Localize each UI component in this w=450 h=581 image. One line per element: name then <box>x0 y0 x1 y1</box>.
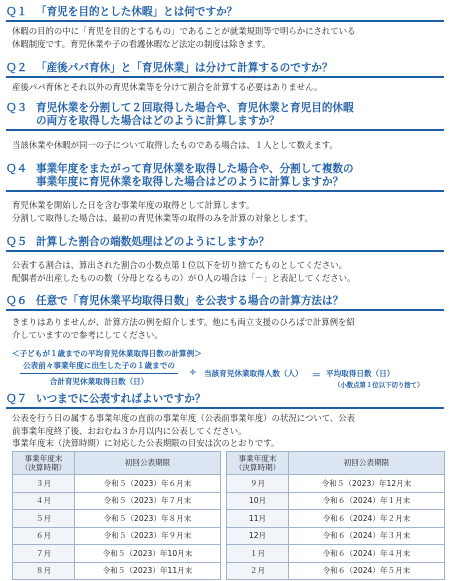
answer-6-line: 介していますので参考にしてください。 <box>12 329 163 340</box>
month-cell: ２月 <box>227 562 289 580</box>
fiscal-year-end-header <box>227 452 289 475</box>
month-cell: １月 <box>227 545 289 563</box>
answer-3-line: 当該休業や休暇が同一の子について取得したものである場合は、１人として数えます。 <box>12 140 338 150</box>
deadline-cell: 令和６（2024）年４月末 <box>289 545 445 563</box>
month-cell: ５月 <box>13 510 75 528</box>
month-cell: 11月 <box>227 510 289 528</box>
answer-7-line: 公表を行う日の属する事業年度の直前の事業年度（公表前事業年度）の状況について、公表 <box>12 413 356 423</box>
question-2-heading <box>6 62 444 78</box>
answer-2 <box>12 81 444 94</box>
answer-6-line: きまりはありませんが、計算方法の例を紹介します。他にも両立支援のひろばで計算例を紹 <box>12 317 355 327</box>
deadline-cell: 令和５（2023）年10月末 <box>75 545 221 563</box>
month-cell: ９月 <box>227 475 289 493</box>
table-row <box>13 527 445 545</box>
answer-3 <box>12 139 444 152</box>
question-2-title: 「産後パパ育休」と「育児休業」は分けて計算するのですか？ <box>36 62 333 74</box>
answer-1 <box>12 25 444 50</box>
deadline-header: 初回公表期限 <box>289 452 445 475</box>
formula-result: 平均取得日数（日） <box>326 369 395 378</box>
answer-7-line: 前事業年度終了後、おおむね３か月以内に公表してください。 <box>12 425 247 436</box>
question-3-number: Ｑ３ <box>6 102 28 114</box>
question-3-title-line: の両方を取得した場合はどのように計算しますか？ <box>36 115 280 127</box>
answer-4-line: 育児休業を開始した日を含む事業年度の取得として計算します。 <box>12 200 255 210</box>
answer-5-line: 配偶者が出産したものの数（分母となるもの）が０人の場合は「－」と表記してください。 <box>12 272 356 283</box>
month-cell: ３月 <box>13 475 75 493</box>
formula-divisor: 当該育児休業取得人数（人） <box>204 369 303 378</box>
month-cell: ７月 <box>13 545 75 563</box>
answer-1-line: 休暇の目的の中に「育児を目的とするもの」であることが就業規則等で明らかにされている <box>12 26 356 36</box>
deadline-cell: 令和６（2024）年３月末 <box>289 527 445 545</box>
question-3-title-line: 育児休業を分割して２回取得した場合や、育児休業と育児目的休暇 <box>36 102 354 114</box>
month-cell: ８月 <box>13 562 75 580</box>
average-days-formula <box>12 360 444 390</box>
question-1-title: 「育児を目的とした休暇」とは何ですか？ <box>36 6 238 18</box>
question-1-number: Ｑ１ <box>6 6 28 18</box>
question-4-title-line: 事業年度をまたがって育児休業を取得した場合や、分割して複数の <box>36 163 354 175</box>
deadline-cell: 令和５（2023）年７月末 <box>75 492 221 510</box>
deadline-cell: 令和６（2024）年５月末 <box>289 562 445 580</box>
table-header-row <box>13 452 445 475</box>
answer-4-line: 分割して取得した場合は、最初の育児休業等の取得のみを計算の対象とします。 <box>12 212 313 223</box>
question-7-title: いつまでに公表すればよいですか？ <box>36 393 206 405</box>
deadline-table <box>12 451 445 580</box>
formula-numerator: 公表前々事業年度に出生した子の１歳までの <box>20 360 178 374</box>
month-cell: 10月 <box>227 492 289 510</box>
divide-sign: ÷ <box>189 368 197 378</box>
question-7-heading <box>6 393 444 409</box>
formula-title: ＜子どもが１歳までの平均育児休業取得日数の計算例＞ <box>12 349 202 358</box>
answer-5-line: 公表する割合は、算出された割合の小数点第１位以下を切り捨てたものとしてください。 <box>12 260 347 270</box>
question-7-number: Ｑ７ <box>6 393 28 405</box>
table-row <box>13 562 445 580</box>
deadline-cell: 令和５（2023）年８月末 <box>75 510 221 528</box>
deadline-cell: 令和６（2024）年１月末 <box>289 492 445 510</box>
table-row <box>13 545 445 563</box>
deadline-header: 初回公表期限 <box>75 452 221 475</box>
deadline-cell: 令和５（2023）年12月末 <box>289 475 445 493</box>
equals-sign: ＝ <box>312 371 322 381</box>
table-row <box>13 510 445 528</box>
answer-5 <box>12 259 444 284</box>
answer-7-line: 事業年度末（決算時期）に対応した公表期限の目安は次のとおりです。 <box>12 438 280 449</box>
question-5-number: Ｑ５ <box>6 236 28 248</box>
formula-fraction <box>20 360 178 387</box>
fiscal-year-end-header <box>13 452 75 475</box>
answer-6 <box>12 316 444 341</box>
question-5-heading <box>6 236 444 252</box>
question-6-heading <box>6 295 444 311</box>
answer-7 <box>12 412 444 450</box>
header-line: 事業年度末 <box>24 453 63 463</box>
deadline-cell: 令和６（2024）年２月末 <box>289 510 445 528</box>
question-1-heading <box>6 6 444 22</box>
answer-2-line: 産後パパ育休とそれ以外の育児休業等を分けて割合を計算する必要はありません。 <box>12 82 323 92</box>
formula-result-note: （小数点第１位以下切り捨て） <box>334 381 424 389</box>
question-5-title: 計算した割合の端数処理はどのようにしますか？ <box>36 236 270 248</box>
question-3-heading <box>6 102 444 131</box>
question-4-heading <box>6 163 444 192</box>
month-cell: ６月 <box>13 527 75 545</box>
question-2-number: Ｑ２ <box>6 62 28 74</box>
table-row <box>13 475 445 493</box>
header-line: （決算時期） <box>234 463 281 472</box>
deadline-cell: 令和５（2023）年９月末 <box>75 527 221 545</box>
question-4-title-line: 事業年度に育児休業を取得した場合はどのように計算しますか？ <box>36 176 344 188</box>
question-6-number: Ｑ６ <box>6 295 28 307</box>
question-4-number: Ｑ４ <box>6 163 28 175</box>
deadline-cell: 令和５（2023）年11月末 <box>75 562 221 580</box>
header-line: （決算時期） <box>20 463 67 472</box>
month-cell: ４月 <box>13 492 75 510</box>
formula-denominator: 合計育児休業取得日数（日） <box>49 377 149 386</box>
answer-1-line: 休暇制度です。育児休業や子の看護休暇など法定の制度は除きます。 <box>12 38 271 49</box>
answer-4 <box>12 199 444 224</box>
month-cell: 12月 <box>227 527 289 545</box>
question-6-title: 任意で「育児休業平均取得日数」を公表する場合の計算方法は？ <box>36 295 344 307</box>
deadline-cell: 令和５（2023）年６月末 <box>75 475 221 493</box>
header-line: 事業年度末 <box>238 453 277 463</box>
table-row <box>13 492 445 510</box>
